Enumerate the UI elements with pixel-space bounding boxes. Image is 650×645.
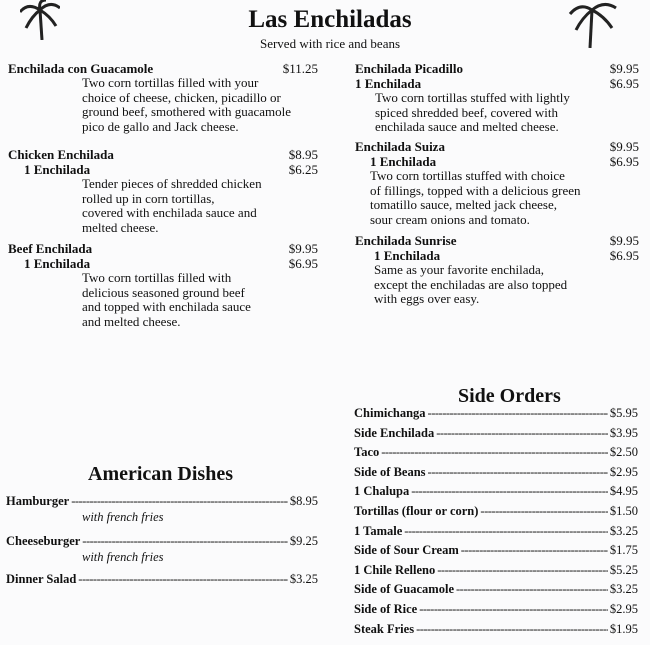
item-price: $1.95 xyxy=(609,621,638,636)
american-dish-item xyxy=(6,494,318,509)
dotted-leader xyxy=(428,406,608,421)
item-name: Side Enchilada xyxy=(354,425,435,440)
description-line: melted cheese. xyxy=(82,219,159,235)
single-enchilada-option xyxy=(370,154,639,169)
description-line: enchilada sauce and melted cheese. xyxy=(375,119,559,135)
item-name: Side of Guacamole xyxy=(354,582,454,597)
item-name: 1 Tamale xyxy=(354,523,403,538)
single-enchilada-option xyxy=(24,162,318,177)
dotted-leader xyxy=(71,494,288,509)
description-line: sour cream onions and tomato. xyxy=(370,211,530,227)
item-name: Side of Sour Cream xyxy=(354,543,459,558)
item-price: $8.95 xyxy=(288,147,318,162)
item-price: $6.95 xyxy=(609,154,639,169)
dotted-leader xyxy=(78,572,288,587)
item-name: Enchilada Suiza xyxy=(355,139,445,154)
item-name: Hamburger xyxy=(6,494,70,508)
item-description xyxy=(82,177,262,235)
side-order-item xyxy=(354,465,638,480)
dotted-leader xyxy=(419,602,608,617)
item-name: Dinner Salad xyxy=(6,572,77,586)
dotted-leader xyxy=(437,563,608,578)
item-price: $4.95 xyxy=(609,484,638,499)
item-name: Enchilada Picadillo xyxy=(355,61,463,76)
description-line: and melted cheese. xyxy=(82,313,181,329)
side-order-item xyxy=(354,484,638,499)
item-price: $3.95 xyxy=(609,425,638,440)
american-dishes-heading: American Dishes xyxy=(88,463,233,485)
dotted-leader xyxy=(461,543,608,558)
dotted-leader xyxy=(411,484,608,499)
page-subtitle: Served with rice and beans xyxy=(259,36,401,51)
item-price: $9.95 xyxy=(288,241,318,256)
item-price: $9.95 xyxy=(609,139,639,154)
item-description xyxy=(375,91,570,135)
item-price: $6.95 xyxy=(609,248,639,263)
item-name: Chimichanga xyxy=(354,406,426,420)
item-name: Beef Enchilada xyxy=(8,241,93,256)
item-note: with french fries xyxy=(82,510,164,524)
dotted-leader xyxy=(381,445,608,460)
menu-item-1 xyxy=(8,147,318,162)
dotted-leader xyxy=(428,465,608,480)
item-price: $11.25 xyxy=(282,61,318,76)
description-line: Two corn tortillas stuffed with choice xyxy=(370,168,565,183)
item-price: $6.95 xyxy=(609,76,639,91)
menu-item-1 xyxy=(355,139,639,154)
item-price: $1.75 xyxy=(609,543,638,558)
menu-item-2 xyxy=(8,241,318,256)
side-order-item xyxy=(354,622,638,637)
description-line: Same as your favorite enchilada, xyxy=(374,262,545,277)
item-name: 1 Enchilada xyxy=(24,256,91,271)
item-name: Enchilada con Guacamole xyxy=(8,61,154,76)
item-name: Side of Beans xyxy=(354,464,426,479)
side-order-item xyxy=(354,524,638,539)
item-name: Chicken Enchilada xyxy=(8,147,114,162)
item-name: 1 Chile Relleno xyxy=(354,562,436,577)
side-order-item xyxy=(354,543,638,558)
item-price: $2.95 xyxy=(609,464,638,479)
item-name: 1 Enchilada xyxy=(374,248,441,263)
american-dish-item xyxy=(6,572,318,587)
item-name: 1 Enchilada xyxy=(370,154,437,169)
side-order-item xyxy=(354,426,638,441)
description-line: Two corn tortillas stuffed with lightly xyxy=(375,90,570,105)
side-order-item xyxy=(354,406,638,421)
description-line: and topped with enchilada sauce xyxy=(82,299,251,315)
item-price: $2.95 xyxy=(609,602,638,616)
description-line: rolled up in corn tortillas, xyxy=(82,190,215,206)
item-price: $3.25 xyxy=(609,523,638,538)
side-order-item xyxy=(354,445,638,460)
side-order-item xyxy=(354,602,638,617)
page-title: Las Enchiladas xyxy=(248,6,412,33)
single-enchilada-option xyxy=(355,76,639,91)
description-line: ground beef, smothered with guacamole xyxy=(82,104,292,120)
dotted-leader xyxy=(404,524,608,539)
description-line: Two corn tortillas filled with xyxy=(82,270,232,285)
single-enchilada-option xyxy=(374,248,639,263)
item-name: Side of Rice xyxy=(354,602,418,616)
item-price: $3.25 xyxy=(609,582,638,597)
menu-item-2 xyxy=(355,233,639,248)
item-name: Cheeseburger xyxy=(6,534,81,548)
item-price: $5.95 xyxy=(609,406,638,420)
menu-item-0 xyxy=(355,61,639,76)
dotted-leader xyxy=(82,534,288,549)
description-line: of fillings, topped with a delicious green xyxy=(370,182,581,198)
item-price: $9.95 xyxy=(609,61,639,76)
item-name: 1 Chalupa xyxy=(354,484,410,499)
side-order-item xyxy=(354,504,638,519)
item-price: $9.95 xyxy=(609,233,639,248)
item-description xyxy=(82,271,251,329)
item-price: $6.25 xyxy=(288,162,318,177)
description-line: choice of cheese, chicken, picadillo or xyxy=(82,89,281,105)
item-price: $8.95 xyxy=(289,494,318,508)
single-enchilada-option xyxy=(24,256,318,271)
item-name: Steak Fries xyxy=(354,621,415,636)
side-order-item xyxy=(354,582,638,597)
item-price: $2.50 xyxy=(609,445,638,460)
description-line: except the enchiladas are also topped xyxy=(374,276,568,292)
side-order-item xyxy=(354,563,638,578)
item-description xyxy=(370,169,580,227)
dotted-leader xyxy=(480,504,607,519)
item-price: $1.50 xyxy=(609,504,638,518)
item-description xyxy=(374,263,567,307)
item-name: 1 Enchilada xyxy=(355,76,422,91)
description-line: Two corn tortillas filled with your xyxy=(82,75,259,90)
item-price: $3.25 xyxy=(289,572,318,586)
item-name: Enchilada Sunrise xyxy=(355,233,457,248)
dotted-leader xyxy=(456,582,608,597)
dotted-leader xyxy=(416,622,608,637)
item-price: $6.95 xyxy=(288,256,318,271)
item-name: Taco xyxy=(354,445,380,460)
item-note: with french fries xyxy=(82,550,164,564)
menu-item-0 xyxy=(8,61,318,76)
description-line: covered with enchilada sauce and xyxy=(82,205,257,221)
american-dish-item xyxy=(6,534,318,549)
item-price: $5.25 xyxy=(609,562,638,577)
item-price: $9.25 xyxy=(289,534,318,548)
side-orders-heading: Side Orders xyxy=(458,385,561,407)
description-line: spiced shredded beef, covered with xyxy=(375,104,559,120)
description-line: with eggs over easy. xyxy=(374,291,480,307)
item-name: Tortillas (flour or corn) xyxy=(354,504,479,518)
item-name: 1 Enchilada xyxy=(24,162,91,177)
description-line: pico de gallo and Jack cheese. xyxy=(82,118,239,134)
dotted-leader xyxy=(436,426,608,441)
description-line: delicious seasoned ground beef xyxy=(82,284,245,300)
item-description xyxy=(82,76,291,134)
description-line: Tender pieces of shredded chicken xyxy=(82,176,262,191)
description-line: tomatillo sauce, melted jack cheese, xyxy=(370,197,557,213)
